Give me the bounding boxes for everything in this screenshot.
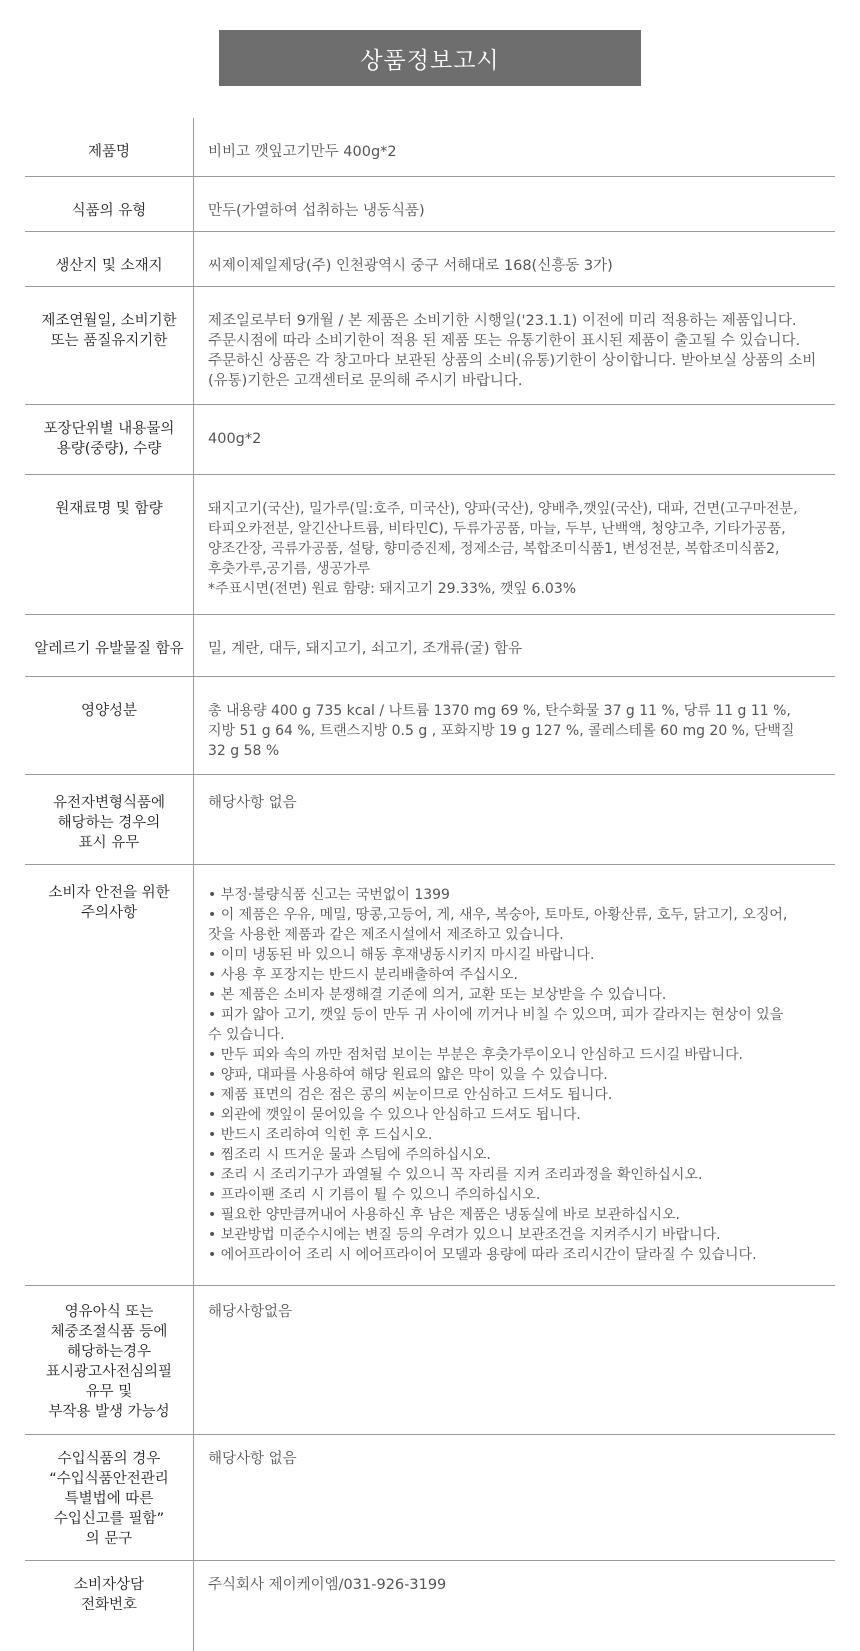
table-row [25, 865, 835, 1286]
row-label: 생산지 및 소재지 [25, 232, 194, 286]
row-value: 해당사항없음 [208, 1304, 293, 1320]
row-value: 해당사항 없음 [208, 1451, 297, 1467]
row-value: 만두(가열하여 섭취하는 냉동식품) [208, 203, 425, 219]
row-label: 제조연월일, 소비기한 또는 품질유지기한 [25, 287, 194, 404]
row-value: 400g*2 [208, 431, 262, 447]
table-row [25, 287, 835, 405]
row-label: 영양성분 [25, 677, 194, 774]
row-label: 유전자변형식품에 해당하는 경우의 표시 유무 [25, 775, 194, 864]
product-info-table [25, 118, 835, 1651]
table-row [25, 775, 835, 865]
row-label: 식품의 유형 [25, 177, 194, 231]
row-value: 해당사항 없음 [208, 795, 297, 811]
table-row [25, 475, 835, 615]
row-label: 원재료명 및 함량 [25, 475, 194, 614]
row-value: 총 내용량 400 g 735 kcal / 나트륨 1370 mg 69 %, 탄수화물 37 g 11 %, 당류 11 g 11 %, 지방 51 g 64 %, 트랜스지방 0.5 g , 포화지방 19 g 127 %, 콜레스테롤 60 mg 20 %, 단백질 32 g 58 % [208, 703, 795, 759]
table-row [25, 1561, 835, 1651]
row-label: 소비자상담 전화번호 [25, 1561, 194, 1651]
page-title: 상품정보고시 [219, 30, 641, 86]
row-value: 돼지고기(국산), 밀가루(밀:호주, 미국산), 양파(국산), 양배추,깻잎(국산), 대파, 건면(고구마전분, 타피오카전분, 알긴산나트륨, 비타민C), 두류가공품, 마늘, 두부, 난백액, 청양고추, 기타가공품, 양조간장, 곡류가공품, 설탕, 향미증진제, 정제소금, 복합조미식품1, 변성전분, 복합조미식품2, 후춧가루,공기름, 생공가루 *주표시면(전면) 원료 함량: 돼지고기 29.33%, 깻잎 6.03% [208, 501, 798, 597]
table-row [25, 1286, 835, 1435]
row-label: 영유아식 또는 체중조절식품 등에 해당하는경우 표시광고사전심의필 유무 및 부작용 발생 가능성 [25, 1286, 194, 1434]
row-value: • 부정·불량식품 신고는 국번없이 1399 • 이 제품은 우유, 메밀, 땅콩,고등어, 게, 새우, 복숭아, 토마토, 아황산류, 호두, 닭고기, 오징어, 잣을 사용한 제품과 같은 제조시설에서 제조하고 있습니다. • 이미 냉동된 바 있으니 해동 후재냉동시키지 마시길 바랍니다. • 사용 후 포장지는 반드시 분리배출하여 주십시오. • 본 제품은 소비자 분쟁해결 기준에 의거, 교환 또는 보상받을 수 있습니다. • 피가 얇아 고기, 깻잎 등이 만두 귀 사이에 끼거나 비칠 수 있으며, 피가 갈라지는 현상이 있을 수 있습니다. • 만두 피와 속의 까만 점처럼 보이는 부분은 후춧가루이오니 안심하고 드시길 바랍니다. • 양파, 대파를 사용하여 해당 원료의 얇은 막이 있을 수 있습니다. • 제품 표면의 검은 점은 콩의 씨눈이므로 안심하고 드셔도 됩니다. • 외관에 깻잎이 묻어있을 수 있으나 안심하고 드셔도 됩니다. • 반드시 조리하여 익힌 후 드십시오. • 찜조리 시 뜨거운 물과 스팀에 주의하십시오. • 조리 시 조리기구가 과열될 수 있으니 꼭 자리를 지켜 조리과정을 확인하십시오. • 프라이팬 조리 시 기름이 튈 수 있으니 주의하십시오. • 필요한 양만큼꺼내어 사용하신 후 남은 제품은 냉동실에 바로 보관하십시오. • 보관방법 미준수시에는 변질 등의 우려가 있으니 보관조건을 지켜주시기 바랍니다. • 에어프라이어 조리 시 에어프라이어 모델과 용량에 따라 조리시간이 달라질 수 있습니다. [208, 887, 788, 1263]
table-row [25, 232, 835, 287]
row-label: 알레르기 유발물질 함유 [25, 615, 194, 676]
row-label: 제품명 [25, 118, 194, 176]
row-label: 포장단위별 내용물의 용량(중량), 수량 [25, 405, 194, 474]
row-value: 밀, 계란, 대두, 돼지고기, 쇠고기, 조개류(굴) 함유 [208, 641, 523, 657]
table-row [25, 1435, 835, 1561]
row-label: 수입식품의 경우 “수입식품안전관리 특별법에 따른 수입신고를 필함” 의 문구 [25, 1435, 194, 1560]
row-value: 비비고 깻잎고기만두 400g*2 [208, 144, 397, 160]
table-row [25, 677, 835, 775]
table-row [25, 615, 835, 677]
table-row [25, 405, 835, 475]
row-value: 씨제이제일제당(주) 인천광역시 중구 서해대로 168(신흥동 3가) [208, 258, 613, 274]
table-row [25, 118, 835, 177]
row-value: 주식회사 제이케이엠/031-926-3199 [208, 1577, 447, 1593]
table-row [25, 177, 835, 232]
row-label: 소비자 안전을 위한 주의사항 [25, 865, 194, 1285]
row-value: 제조일로부터 9개월 / 본 제품은 소비기한 시행일('23.1.1) 이전에 미리 적용하는 제품입니다. 주문시점에 따라 소비기한이 적용 된 제품 또는 유통기한이 표시된 제품이 출고될 수 있습니다. 주문하신 상품은 각 창고마다 보관된 상품의 소비(유통)기한이 상이합니다. 받아보실 상품의 소비 (유통)기한은 고객센터로 문의해 주시기 바랍니다. [208, 313, 817, 389]
